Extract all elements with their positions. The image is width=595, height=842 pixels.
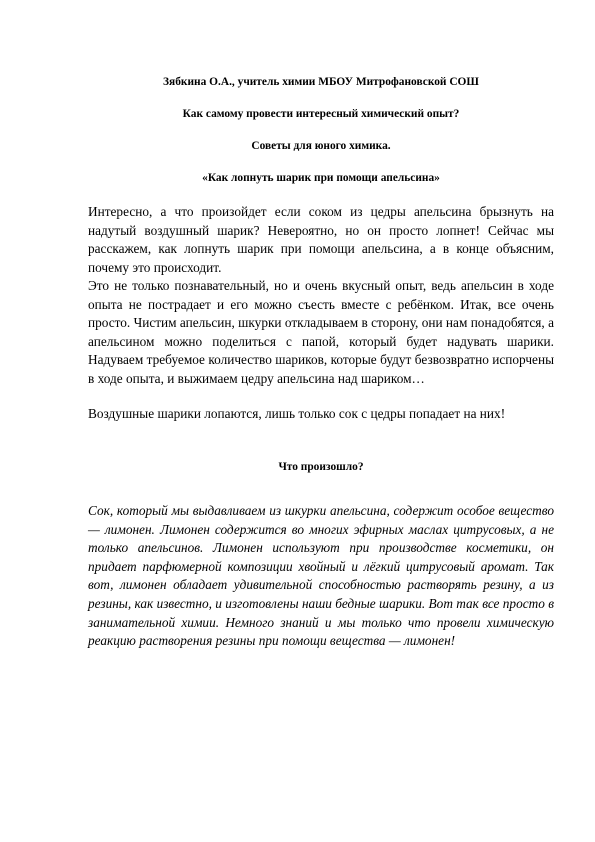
section-heading-what-happened: Что произошло? [278, 461, 364, 473]
author-line: Зябкина О.А., учитель химии МБОУ Митрофановской СОШ [163, 76, 479, 88]
intro-paragraph-2: Это не только познавательный, но и очень вкусный опыт, ведь апельсин в ходе опыта не пострадает и его можно съесть вместе с ребёнком. Итак, все очень просто. Чистим апельсин, шкурки откладываем в сторону, они нам понадобятся, а апельсином можно поделиться с папой, который будет надувать шарики. Надуваем требуемое количество шариков, которые будут безвозвратно испорчены в ходе опыта, и выжимаем цедру апельсина над шариком… [88, 278, 554, 386]
explanation-paragraph: Сок, который мы выдавливаем из шкурки апельсина, содержит особое вещество — лимонен. Лимонен содержится во многих эфирных маслах цитрусовых, а не только апельсинов. Лимонен используют при производстве косметики, он придает парфюмерной композиции хвойный и лёгкий цитрусовый аромат. Так вот, лимонен обладает удивительной способностью растворять резину, а из резины, как известно, и изготовлены наши бедные шарики. Вот так все просто в занимательной химии. Немного знаний и мы только что провели химическую реакцию растворения резины при помощи вещества — лимонен! [88, 503, 554, 649]
document-title: Как самому провести интересный химический опыт? [182, 108, 460, 120]
intro-paragraph-3: Воздушные шарики лопаются, лишь только сок с цедры попадает на них! [88, 406, 506, 421]
experiment-title: «Как лопнуть шарик при помощи апельсина» [202, 172, 440, 184]
document-subtitle: Советы для юного химика. [251, 140, 391, 152]
intro-paragraph-1: Интересно, а что произойдет если соком из цедры апельсина брызнуть на надутый воздушный шарик? Невероятно, но он просто лопнет! Сейчас мы расскажем, как лопнуть шарик при помощи апельсина, а в конце объясним, почему это происходит. [88, 204, 554, 275]
